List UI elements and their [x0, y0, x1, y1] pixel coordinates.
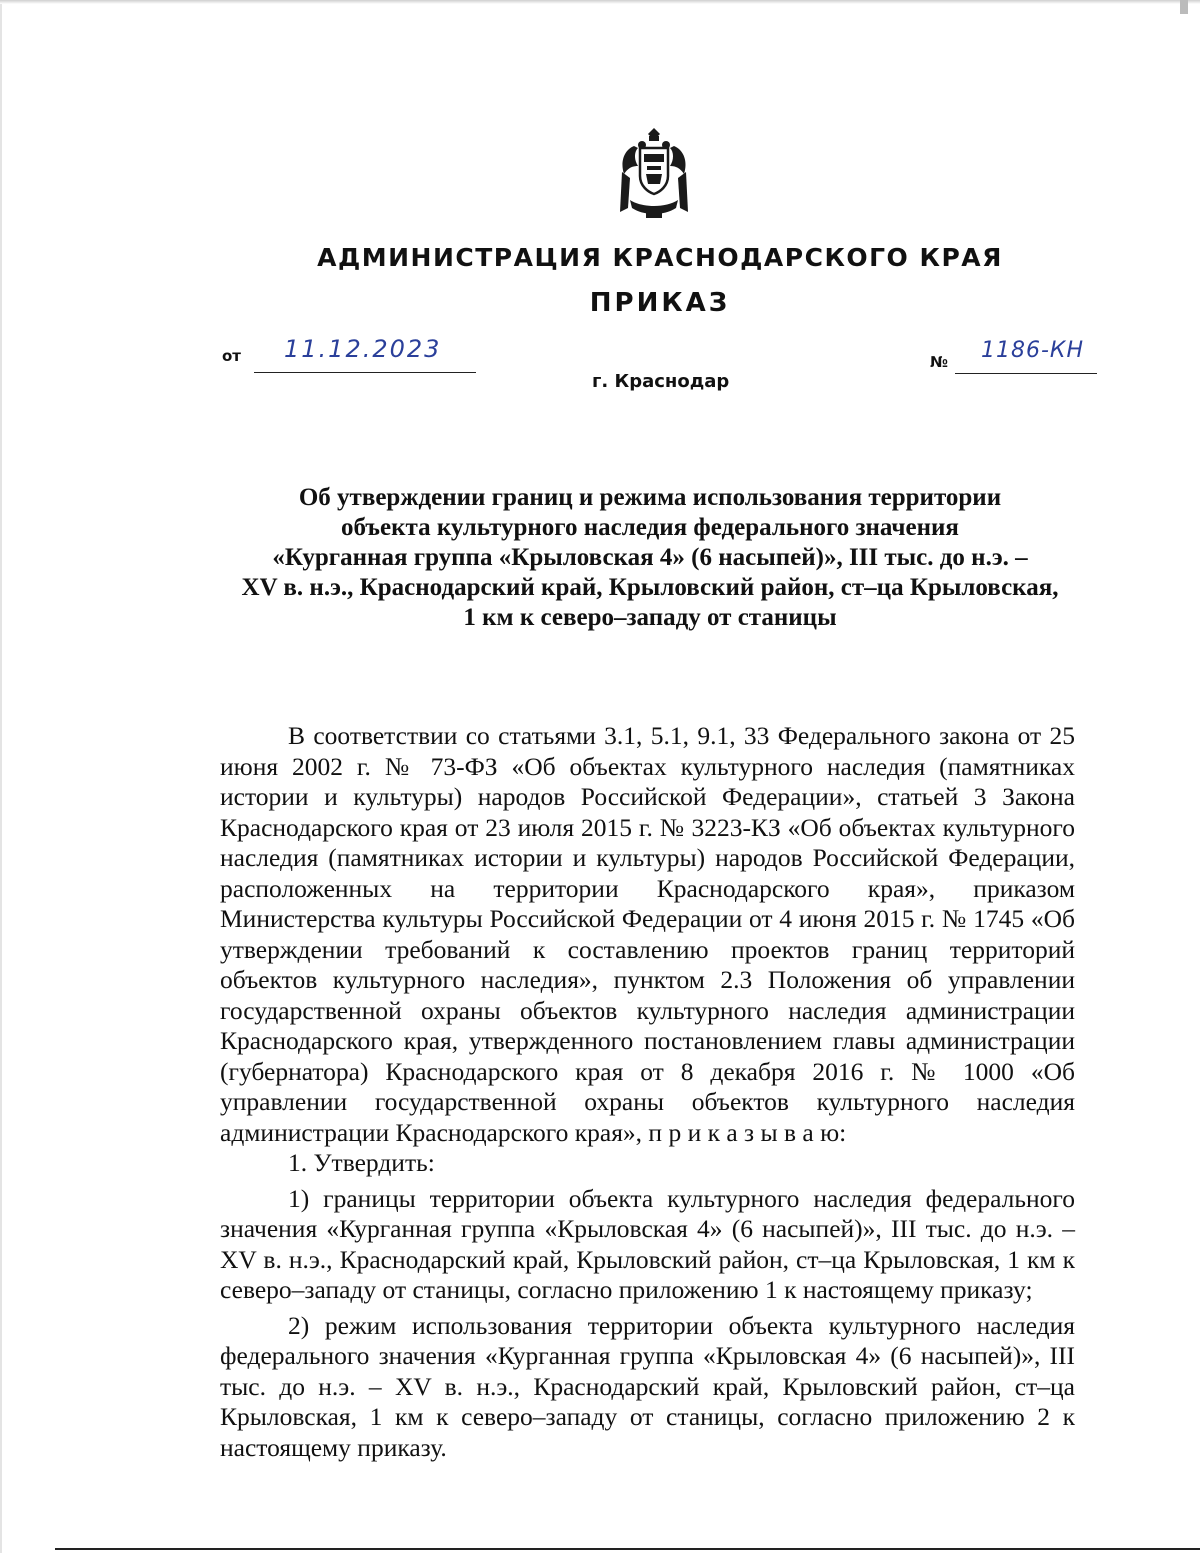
- scan-top-edge: [0, 0, 1200, 4]
- scan-left-edge: [0, 0, 2, 1553]
- subject-line: 1 км к северо–западу от станицы: [463, 604, 837, 631]
- document-body: [220, 721, 1075, 1463]
- order-subitem: 1) границы территории объекта культурного наследия федерального значения «Курганная группа «Крыловская 4» (6 насыпей)», III тыс. до н.э. – XV в. н.э., Краснодарский край, Крыловский район, ст–ца Крыловская, 1 км к северо–западу от станицы, согласно приложению 1 к настоящему приказу;: [220, 1183, 1075, 1304]
- date-field: 11.12.2023: [254, 335, 476, 373]
- coat-of-arms-icon: [616, 128, 692, 220]
- order-clause: 1. Утвердить:: [288, 1148, 435, 1177]
- document-subject: [200, 483, 1100, 633]
- number-prefix: №: [930, 353, 949, 371]
- document-type: ПРИКАЗ: [589, 288, 731, 318]
- scan-corner-mark: [1180, 0, 1188, 14]
- subject-line: Об утверждении границ и режима использования территории: [298, 484, 1002, 511]
- subject-line: объекта культурного наследия федерального значения: [341, 514, 959, 541]
- organization-title: АДМИНИСТРАЦИЯ КРАСНОДАРСКОГО КРАЯ: [317, 243, 1003, 272]
- number-field: 1186-КН: [955, 338, 1097, 374]
- scan-bottom-edge: [55, 1548, 1200, 1550]
- subject-line: XV в. н.э., Краснодарский край, Крыловский район, ст–ца Крыловская,: [241, 574, 1059, 601]
- subject-line: «Курганная группа «Крыловская 4» (6 насыпей)», III тыс. до н.э. –: [272, 544, 1028, 571]
- city-label: г. Краснодар: [592, 371, 730, 392]
- order-subitem: 2) режим использования территории объекта культурного наследия федерального значения «Курганная группа «Крыловская 4» (6 насыпей)», III тыс. до н.э. – XV в. н.э., Краснодарский край, Крыловский район, ст–ца Крыловская, 1 км к северо–западу от станицы, согласно приложению 2 к настоящему приказу.: [220, 1310, 1075, 1462]
- preamble-paragraph: В соответствии со статьями 3.1, 5.1, 9.1, 33 Федерального закона от 25 июня 2002 г. № 73-ФЗ «Об объектах культурного наследия (памятниках истории и культуры) народов Российской Федерации», статьей 3 Закона Краснодарского края от 23 июля 2015 г. № 3223-КЗ «Об объектах культурного наследия (памятниках истории и культуры) народов Российской Федерации, расположенных на территории Краснодарского края», приказом Министерства культуры Российской Федерации от 4 июня 2015 г. № 1745 «Об утверждении требований к составлению проектов границ территорий объектов культурного наследия», пунктом 2.3 Положения об управлении государственной охраны объектов культурного наследия администрации Краснодарского края, утвержденного постановлением главы администрации (губернатора) Краснодарского края от 8 декабря 2016 г. № 1000 «Об управлении государственной охраны объектов культурного наследия администрации Краснодарского края», п р и к а з ы в а ю:: [220, 721, 1075, 1147]
- date-prefix: от: [222, 347, 241, 365]
